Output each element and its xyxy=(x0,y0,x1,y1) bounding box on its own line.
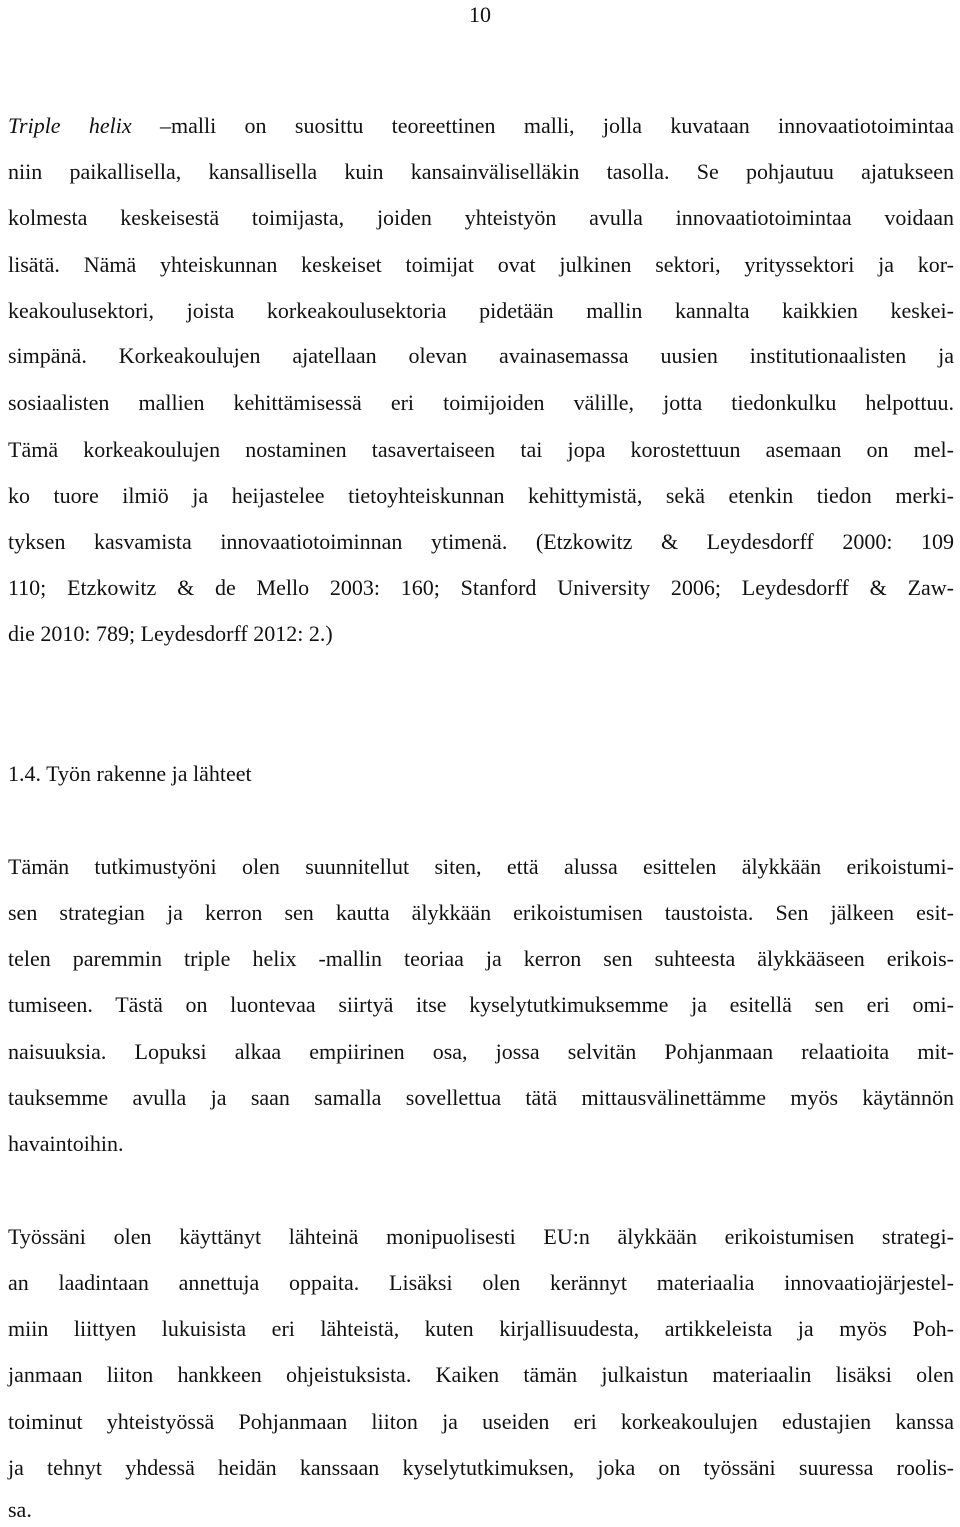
text-line: toiminut yhteistyössä Pohjanmaan liiton ja useiden eri korkeakoulujen edustajien kanssa xyxy=(8,1409,954,1434)
text-line: simpänä. Korkeakoulujen ajatellaan olevan avainasemassa uusien institutionaalisten ja xyxy=(8,343,954,368)
text-line: ja tehnyt yhdessä heidän kanssaan kyselytutkimuksen, joka on työssäni suuressa roolis- xyxy=(8,1455,954,1480)
text-line: havaintoihin. xyxy=(8,1131,124,1156)
italic-term: Triple helix xyxy=(8,113,132,138)
section-heading: 1.4. Työn rakenne ja lähteet xyxy=(8,761,252,786)
text-line: naisuuksia. Lopuksi alkaa empiirinen osa, jossa selvitän Pohjanmaan relaatioita mit- xyxy=(8,1039,954,1064)
text-line: Triple helix –malli on suosittu teoreettinen malli, jolla kuvataan innovaatiotoimintaa xyxy=(8,113,955,138)
text-line: miin liittyen lukuisista eri lähteistä, kuten kirjallisuudesta, artikkeleista ja myös Poh- xyxy=(8,1316,954,1341)
text-line: janmaan liiton hankkeen ohjeistuksista. Kaiken tämän julkaistun materiaalin lisäksi olen xyxy=(8,1362,954,1387)
text-line: keakoulusektori, joista korkeakoulusektoria pidetään mallin kannalta kaikkien keskei- xyxy=(8,298,954,323)
text-line: sosiaalisten mallien kehittämisessä eri toimijoiden välille, jotta tiedonkulku helpottuu. xyxy=(8,390,954,415)
text-line: tyksen kasvamista innovaatiotoiminnan ytimenä. (Etzkowitz & Leydesdorff 2000: 109 xyxy=(8,529,954,554)
text-line: tauksemme avulla ja saan samalla sovellettua tätä mittausvälinettämme myös käytännön xyxy=(8,1085,954,1110)
text-line: an laadintaan annettuja oppaita. Lisäksi olen kerännyt materiaalia innovaatiojärjestel- xyxy=(8,1270,954,1295)
text-line: kolmesta keskeisestä toimijasta, joiden yhteistyön avulla innovaatiotoimintaa voidaan xyxy=(8,205,954,230)
text-line: niin paikallisella, kansallisella kuin kansainväliselläkin tasolla. Se pohjautuu ajatukseen xyxy=(8,159,954,184)
text-line: 110; Etzkowitz & de Mello 2003: 160; Stanford University 2006; Leydesdorff & Zaw- xyxy=(8,575,954,600)
text-line: sen strategian ja kerron sen kautta älykkään erikoistumisen taustoista. Sen jälkeen esit- xyxy=(8,900,954,925)
text-line: sa. xyxy=(8,1497,32,1522)
text-line: telen paremmin triple helix -mallin teoriaa ja kerron sen suhteesta älykkääseen erikois- xyxy=(8,946,954,971)
text-line: tumiseen. Tästä on luontevaa siirtyä itse kyselytutkimuksemme ja esitellä sen eri omi- xyxy=(8,992,954,1017)
text-line: lisätä. Nämä yhteiskunnan keskeiset toimijat ovat julkinen sektori, yrityssektori ja kor- xyxy=(8,252,954,277)
text-line: ko tuore ilmiö ja heijastelee tietoyhteiskunnan kehittymistä, sekä etenkin tiedon merki- xyxy=(8,483,954,508)
text-line: die 2010: 789; Leydesdorff 2012: 2.) xyxy=(8,621,333,646)
page-number: 10 xyxy=(469,2,491,27)
text-line: Työssäni olen käyttänyt lähteinä monipuolisesti EU:n älykkään erikoistumisen strategi- xyxy=(8,1224,954,1249)
text-line: Tämä korkeakoulujen nostaminen tasavertaiseen tai jopa korostettuun asemaan on mel- xyxy=(8,437,954,462)
text-line: Tämän tutkimustyöni olen suunnitellut siten, että alussa esittelen älykkään erikoistumi- xyxy=(8,854,954,879)
